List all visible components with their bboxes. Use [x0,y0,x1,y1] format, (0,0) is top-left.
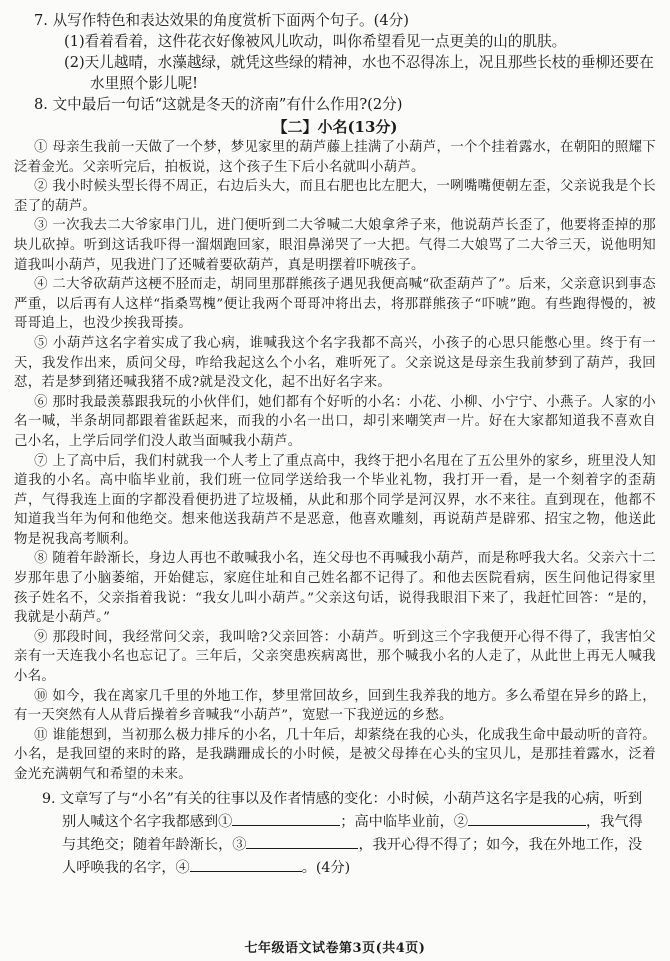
answer-blank-3[interactable] [246,834,358,849]
question-9 [28,788,656,881]
page-footer: 七年级语文试卷第3页(共4页) [244,941,426,956]
paragraph-11: ⑪ 谁能想到，当初那么极力排斥的小名，几十年后，却萦绕在我的心头，化成我生命中最动听的音符。小名，是我回望的来时的路，是我蹒跚成长的小时候，是被父母捧在心头的宝贝儿，是那挂着露水，泛着金光充满朝气和希望的未来。 [14,727,656,782]
paragraph-8: ⑧ 随着年龄渐长，身边人再也不敢喊我小名，连父母也不再喊我小葫芦，而是称呼我大名。父亲六十二岁那年患了小脑萎缩，开始健忘，家庭住址和自己姓名都不记得了。和他去医院看病，医生问他记得家里孩子姓名不，父亲指着我说：“我女儿叫小葫芦。”父亲这句话，说得我眼泪下来了，我赶忙回答：“是的，我就是小葫芦。” [14,551,656,626]
question-7-sentence-1: (1)看着看着，这件花衣好像被风儿吹动，叫你希望看见一点更美的山的肌肤。 [64,33,567,50]
question-9-text-b: ；高中临毕业前，② [340,813,468,830]
section-title: 【二】小名(13分) [272,118,398,136]
paragraph-6: ⑥ 那时我最羡慕跟我玩的小伙伴们，她们都有个好听的小名：小花、小柳、小宁宁、小燕子。人家的小名一喊，半条胡同都跟着雀跃起来，而我的小名一出口，却引来嘲笑声一片。好在大家都知道我不喜欢自己小名，上学后同学们没人敢当面喊我小葫芦。 [14,394,656,449]
question-8-stem: 8. 文中最后一句话“这就是冬天的济南”有什么作用?(2分) [34,96,403,113]
question-9-text-d: ，我开心得不得了；如今，我在外地工作，没人呼唤我的名字，④ [62,836,643,877]
paragraph-1: ① 母亲生我前一天做了一个梦，梦见家里的葫芦藤上挂满了小葫芦，一个个挂着露水，在朝阳的照耀下泛着金光。父亲听完后，拍板说，这个孩子生下后小名就叫小葫芦。 [14,140,656,175]
answer-blank-1[interactable] [232,811,340,826]
answer-blank-2[interactable] [468,811,586,826]
answer-blank-4[interactable] [190,857,302,872]
paragraph-4: ④ 二大爷砍葫芦这梗不胫而走，胡同里那群熊孩子遇见我便高喊“砍歪葫芦了”。后来，父亲意识到事态严重，以后再有人这样“指桑骂槐”便让我两个哥哥冲将出去，将那群熊孩子“吓唬”跑。有些跑得慢的，被哥哥追上，也没少挨我哥揍。 [14,277,656,332]
paragraph-9: ⑨ 那段时间，我经常问父亲，我叫啥?父亲回答：小葫芦。听到这三个字我便开心得不得了，我害怕父亲有一天连我小名也忘记了。三年后，父亲突患疾病离世，那个喊我小名的人走了，从此世上再无人喊我小名。 [14,629,656,685]
question-9-text-e: 。(4分) [301,860,351,877]
question-7-stem: 7. 从写作特色和表达效果的角度赏析下面两个句子。(4分) [34,12,409,29]
paragraph-2: ② 我小时候头型长得不周正，右边后头大，而且右肥也比左肥大，一咧嘴嘴便朝左歪，父亲说我是个长歪了的葫芦。 [14,179,656,214]
question-9-text-a: 9. 文章写了与“小名”有关的往事以及作者情感的变化：小时候，小葫芦这名字是我的心病，听到别人喊这个名字我都感到① [42,790,643,830]
paragraph-7: ⑦ 上了高中后，我们村就我一个人考上了重点高中，我终于把小名甩在了五公里外的家乡，班里没人知道我的小名。高中临毕业前，我们班一位同学送给我一个毕业礼物，我打开一看，是一个刻着字的歪葫芦，气得我连上面的字都没看便扔进了垃圾桶，从此和那个同学是河汉界，水不来往。直到现在，他都不知道我当年为何和他绝交。想来他送我葫芦不是恶意，他喜欢雕刻，再说葫芦是辟邪、招宝之物，他送此物是祝我高考顺利。 [14,453,656,547]
paragraph-3: ③ 一次我去二大爷家串门儿，进门便听到二大爷喊二大娘拿斧子来，他说葫芦长歪了，他要将歪掉的那块儿砍掉。听到这话我吓得一溜烟跑回家，眼泪鼻涕哭了一大把。气得二大娘骂了二大爷三天，说他明知道我叫小葫芦，见我进门了还喊着要砍葫芦，真是明摆着吓唬孩子。 [14,218,656,273]
paragraph-10: ⑩ 如今，我在离家几千里的外地工作，梦里常回故乡，回到生我养我的地方。多么希望在异乡的路上，有一天突然有人从背后操着乡音喊我“小葫芦”，宽慰一下我逆远的乡愁。 [14,688,656,724]
question-7-sentence-2: (2)天儿越晴，水藻越绿，就凭这些绿的精神，水也不忍得冻上，况且那些长枝的垂柳还要在水里照个影儿呢! [64,54,654,92]
question-9-text-c: ，我气得与其绝交；随着年龄渐长，③ [62,813,643,853]
paragraph-5: ⑤ 小葫芦这名字着实成了我心病，谁喊我这个名字我都不高兴，小孩子的心思只能憋心里。终于有一天，我发作出来，质问父母，咋给我起这么个小名，难听死了。父亲说这是母亲生我前梦到了葫芦，我回怼，若是梦到猪还喊我猪不成?就是没文化，起不出好名字来。 [14,335,656,391]
